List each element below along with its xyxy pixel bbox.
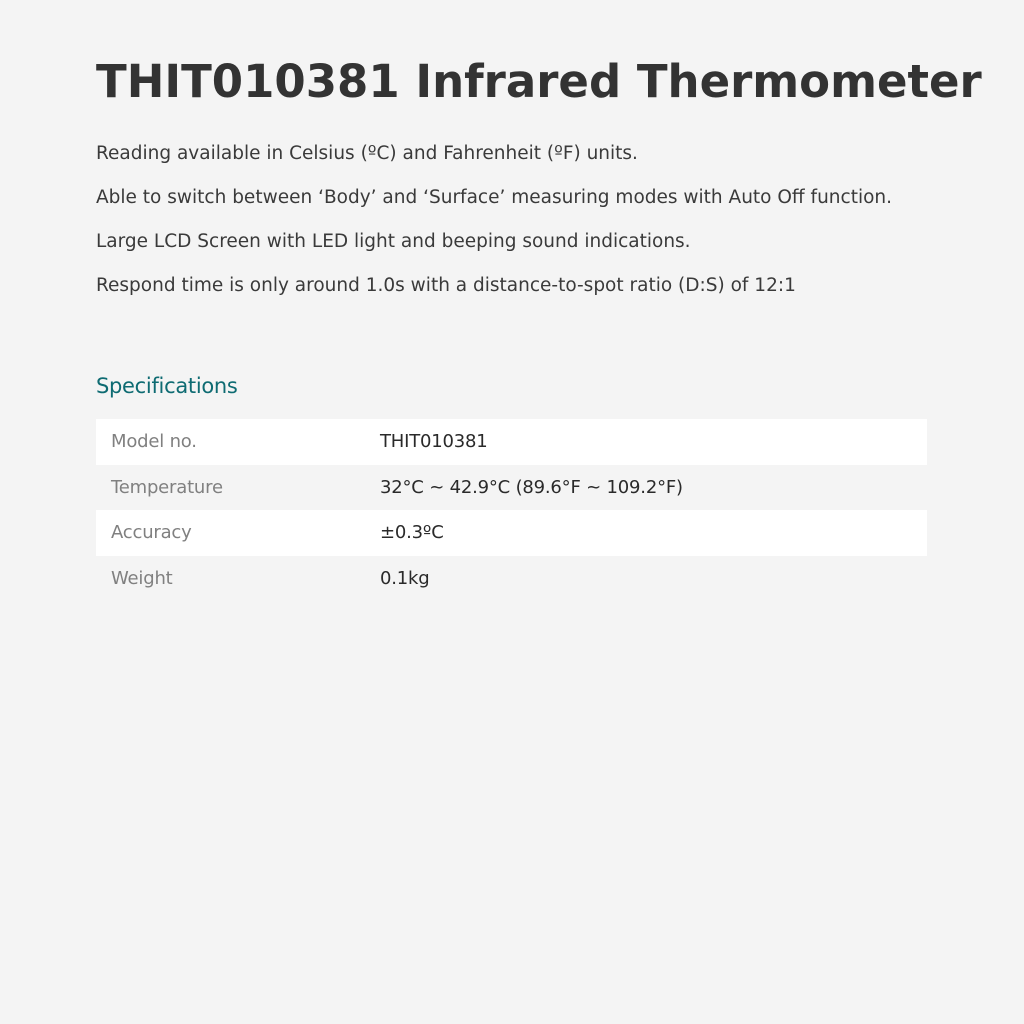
feature-item: Large LCD Screen with LED light and beeping sound indications. (96, 231, 691, 252)
spec-value: 32°C ~ 42.9°C (89.6°F ~ 109.2°F) (380, 476, 683, 498)
specifications-heading: Specifications (96, 374, 238, 398)
spec-value: ±0.3ºC (380, 522, 444, 544)
feature-item: Reading available in Celsius (ºC) and Fahrenheit (ºF) units. (96, 143, 638, 164)
spec-label: Temperature (111, 476, 223, 498)
specifications-table (96, 419, 927, 601)
feature-list (96, 139, 927, 315)
spec-row-accuracy (96, 510, 927, 556)
spec-label: Model no. (111, 431, 197, 453)
spec-label: Accuracy (111, 522, 192, 544)
page-title: THIT010381 Infrared Thermometer (96, 55, 982, 108)
spec-label: Weight (111, 567, 173, 589)
spec-row-weight (96, 556, 927, 602)
spec-row-temperature (96, 465, 927, 511)
feature-item: Respond time is only around 1.0s with a distance-to-spot ratio (D:S) of 12:1 (96, 275, 796, 296)
feature-item: Able to switch between ‘Body’ and ‘Surface’ measuring modes with Auto Off function. (96, 187, 893, 208)
spec-value: THIT010381 (380, 431, 488, 453)
spec-value: 0.1kg (380, 567, 430, 589)
spec-row-model (96, 419, 927, 465)
